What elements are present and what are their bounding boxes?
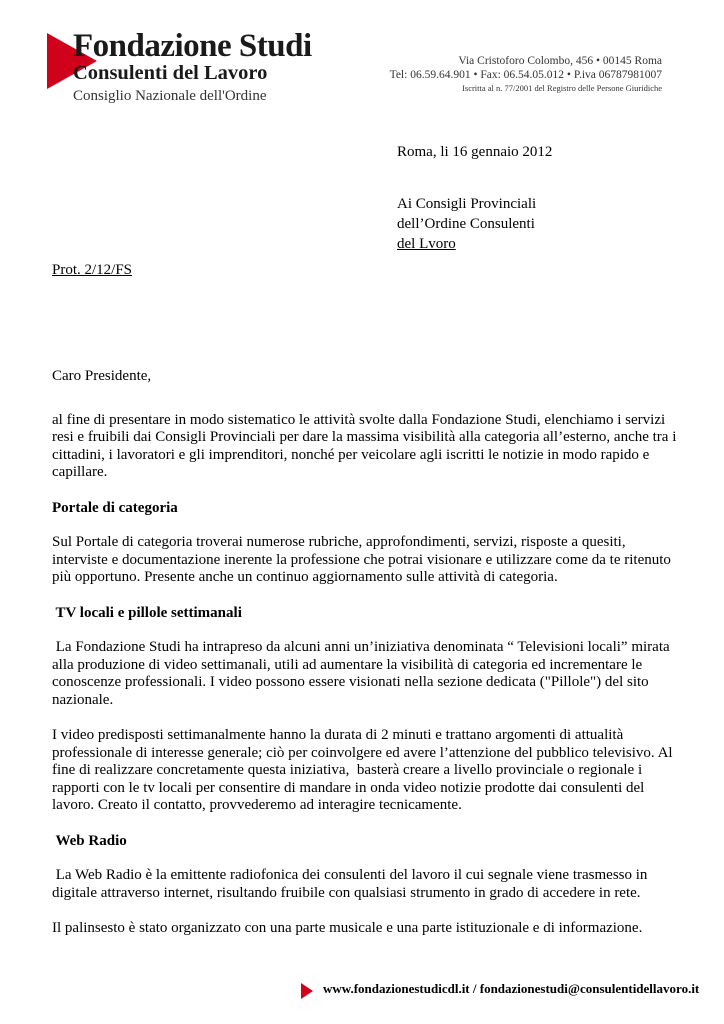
- logo-caption: Consiglio Nazionale dell'Ordine: [73, 88, 267, 104]
- intro-paragraph: al fine di presentare in modo sistematico le attività svolte dalla Fondazione Studi, elenchiamo i servizi resi e fruibili dai Consigli Provinciali per dare la massima visibilità alla categoria all’esterno, anche tra i cittadini, i lavoratori e gli imprenditori, nonché per veicolare agli iscritti le notizie in modo rapido e capillare.: [52, 411, 677, 480]
- header-address-block: [390, 54, 662, 94]
- protocol-number: Prot. 2/12/FS: [52, 262, 133, 278]
- salutation: Caro Presidente,: [52, 368, 152, 384]
- recipient-line: dell’Ordine Consulenti: [397, 216, 535, 232]
- section-paragraph: Il palinsesto è stato organizzato con una parte musicale e una parte istituzionale e di informazione.: [52, 920, 643, 936]
- section-paragraph: I video predisposti settimanalmente hanno la durata di 2 minuti e trattano argomenti di attualità professionale di interesse generale; ciò per coinvolgere ed avere l’attenzione del pubblico televisivo. Al fine di realizzare concretamente questa iniziativa, basterà creare a livello provinciale o regionale i rapporti con le tv locali per consentire di mandare in onda video notizie prodotte dai consulenti del lavoro. Creato il contatto, provvederemo ad interagire tecnicamente.: [52, 727, 677, 813]
- logo-subtitle: Consulenti del Lavoro: [73, 62, 268, 84]
- footer: [301, 979, 701, 1003]
- letter-body: [52, 368, 682, 956]
- section-heading-radio: Web Radio: [52, 832, 127, 849]
- recipient-block: [397, 194, 536, 254]
- recipient-line: del Lvoro: [397, 236, 456, 252]
- section-paragraph: La Web Radio è la emittente radiofonica dei consulenti del lavoro il cui segnale viene trasmesso in digitale attraverso internet, risultando fruibile con qualsiasi strumento in grado di accedere in rete.: [52, 867, 652, 901]
- section-heading-tv: TV locali e pillole settimanali: [52, 604, 242, 621]
- recipient-line: Ai Consigli Provinciali: [397, 196, 537, 212]
- section-heading-portale: Portale di categoria: [52, 499, 178, 516]
- section-paragraph: La Fondazione Studi ha intrapreso da alcuni anni un’iniziativa denominata “ Televisioni locali” mirata alla produzione di video settimanali, utili ad aumentare la visibilità di categoria ed incrementare le conoscenze professionali. I video possono essere visionati nella sezione dedicata ("Pillole") del sito nazionale.: [52, 639, 674, 708]
- footer-contacts: www.fondazionestudicdl.it / fondazionestudi@consulentidellavoro.it: [323, 981, 700, 996]
- header-contacts: Tel: 06.59.64.901 • Fax: 06.54.05.012 • P.iva 06787981007: [389, 69, 662, 81]
- logo-title: Fondazione Studi: [73, 28, 312, 64]
- section-paragraph: Sul Portale di categoria troverai numerose rubriche, approfondimenti, servizi, risposte a quesiti, interviste e documentazione inerente la professione che potrai visionare e utilizzare come da te ritenuto più opportuno. Presente anche un continuo aggiornamento sulle attività di categoria.: [52, 534, 671, 585]
- header-registry: Iscritta al n. 77/2001 del Registro delle Persone Giuridiche: [462, 83, 662, 93]
- letter-date: Roma, li 16 gennaio 2012: [397, 144, 553, 160]
- footer-triangle-icon: [301, 983, 313, 999]
- header-address: Via Cristoforo Colombo, 456 • 00145 Roma: [458, 55, 662, 67]
